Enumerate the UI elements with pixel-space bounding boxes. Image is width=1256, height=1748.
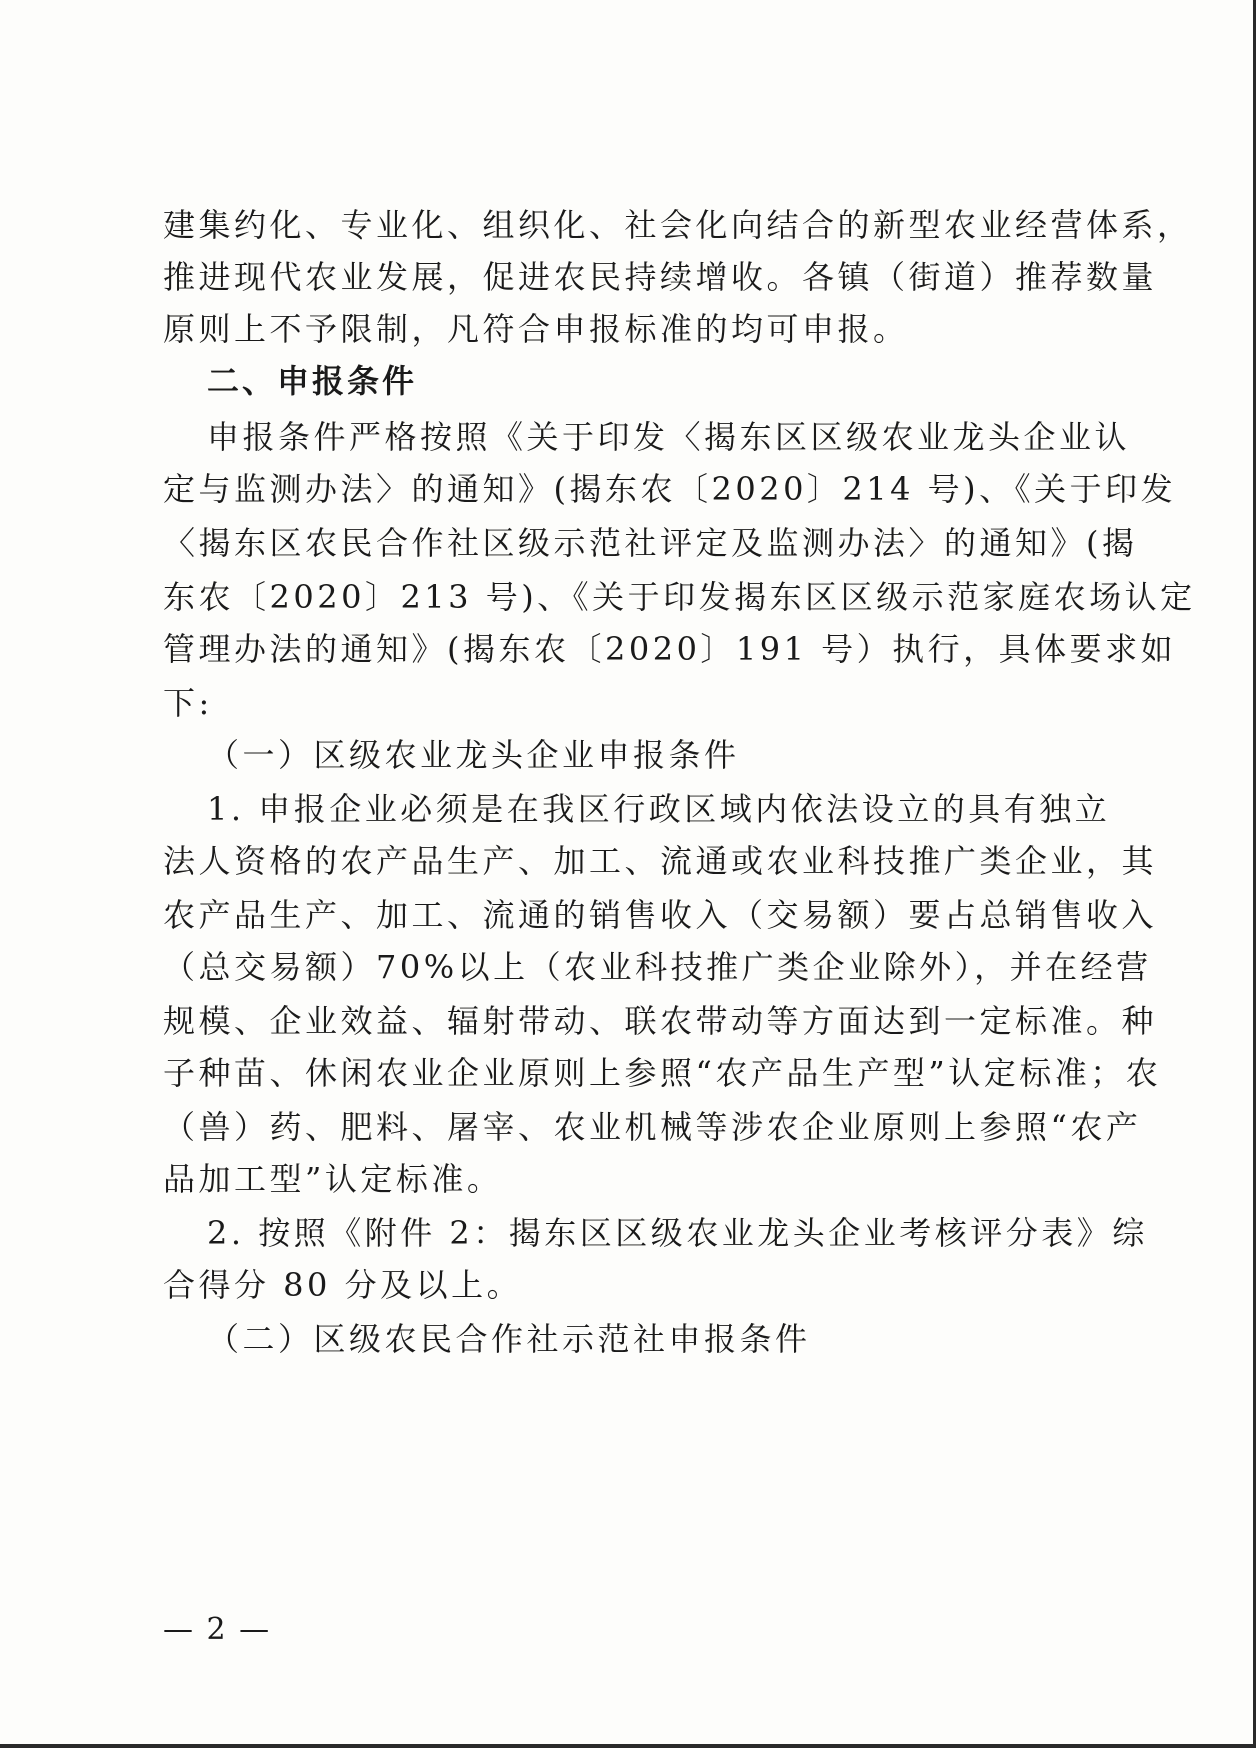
text-line: 法人资格的农产品生产、加工、流通或农业科技推广类企业，其 [163,842,1158,880]
text-line: 子种苗、休闲农业企业原则上参照“农产品生产型”认定标准；农 [163,1054,1162,1092]
text-line: （总交易额）70%以上（农业科技推广类企业除外），并在经营 [163,948,1152,986]
section-heading: 二、申报条件 [207,362,418,400]
text-line: 规模、企业效益、辐射带动、联农带动等方面达到一定标准。种 [163,1002,1158,1040]
text-line: 建集约化、专业化、组织化、社会化向结合的新型农业经营体系， [163,206,1193,244]
text-line: 推进现代农业发展，促进农民持续增收。各镇（街道）推荐数量 [163,258,1158,296]
page-number: — 2 — [163,1612,272,1647]
text-line: 管理办法的通知》(揭东农〔2020〕191 号）执行，具体要求如 [163,630,1177,668]
text-line: 东农〔2020〕213 号)、《关于印发揭东区区级示范家庭农场认定 [163,578,1196,616]
text-line: 1. 申报企业必须是在我区行政区域内依法设立的具有独立 [207,790,1111,828]
text-line: 2. 按照《附件 2：揭东区区级农业龙头企业考核评分表》综 [207,1214,1148,1252]
text-line: （兽）药、肥料、屠宰、农业机械等涉农企业原则上参照“农产 [163,1108,1142,1146]
text-line: 〈揭东区农民合作社区级示范社评定及监测办法〉的通知》(揭 [163,524,1138,562]
text-line: 定与监测办法〉的通知》(揭东农〔2020〕214 号)、《关于印发 [163,470,1177,508]
text-line: 申报条件严格按照《关于印发〈揭东区区级农业龙头企业认 [207,418,1131,456]
text-line: 合得分 80 分及以上。 [163,1266,523,1304]
text-line: 品加工型”认定标准。 [163,1160,503,1198]
subsection-heading: （一）区级农业龙头企业申报条件 [207,736,740,774]
text-line: 下: [163,684,213,722]
page-bottom-edge [0,1744,1256,1748]
text-line: 农产品生产、加工、流通的销售收入（交易额）要占总销售收入 [163,896,1158,934]
subsection-heading: （二）区级农民合作社示范社申报条件 [207,1320,811,1358]
text-line: 原则上不予限制，凡符合申报标准的均可申报。 [163,310,909,348]
